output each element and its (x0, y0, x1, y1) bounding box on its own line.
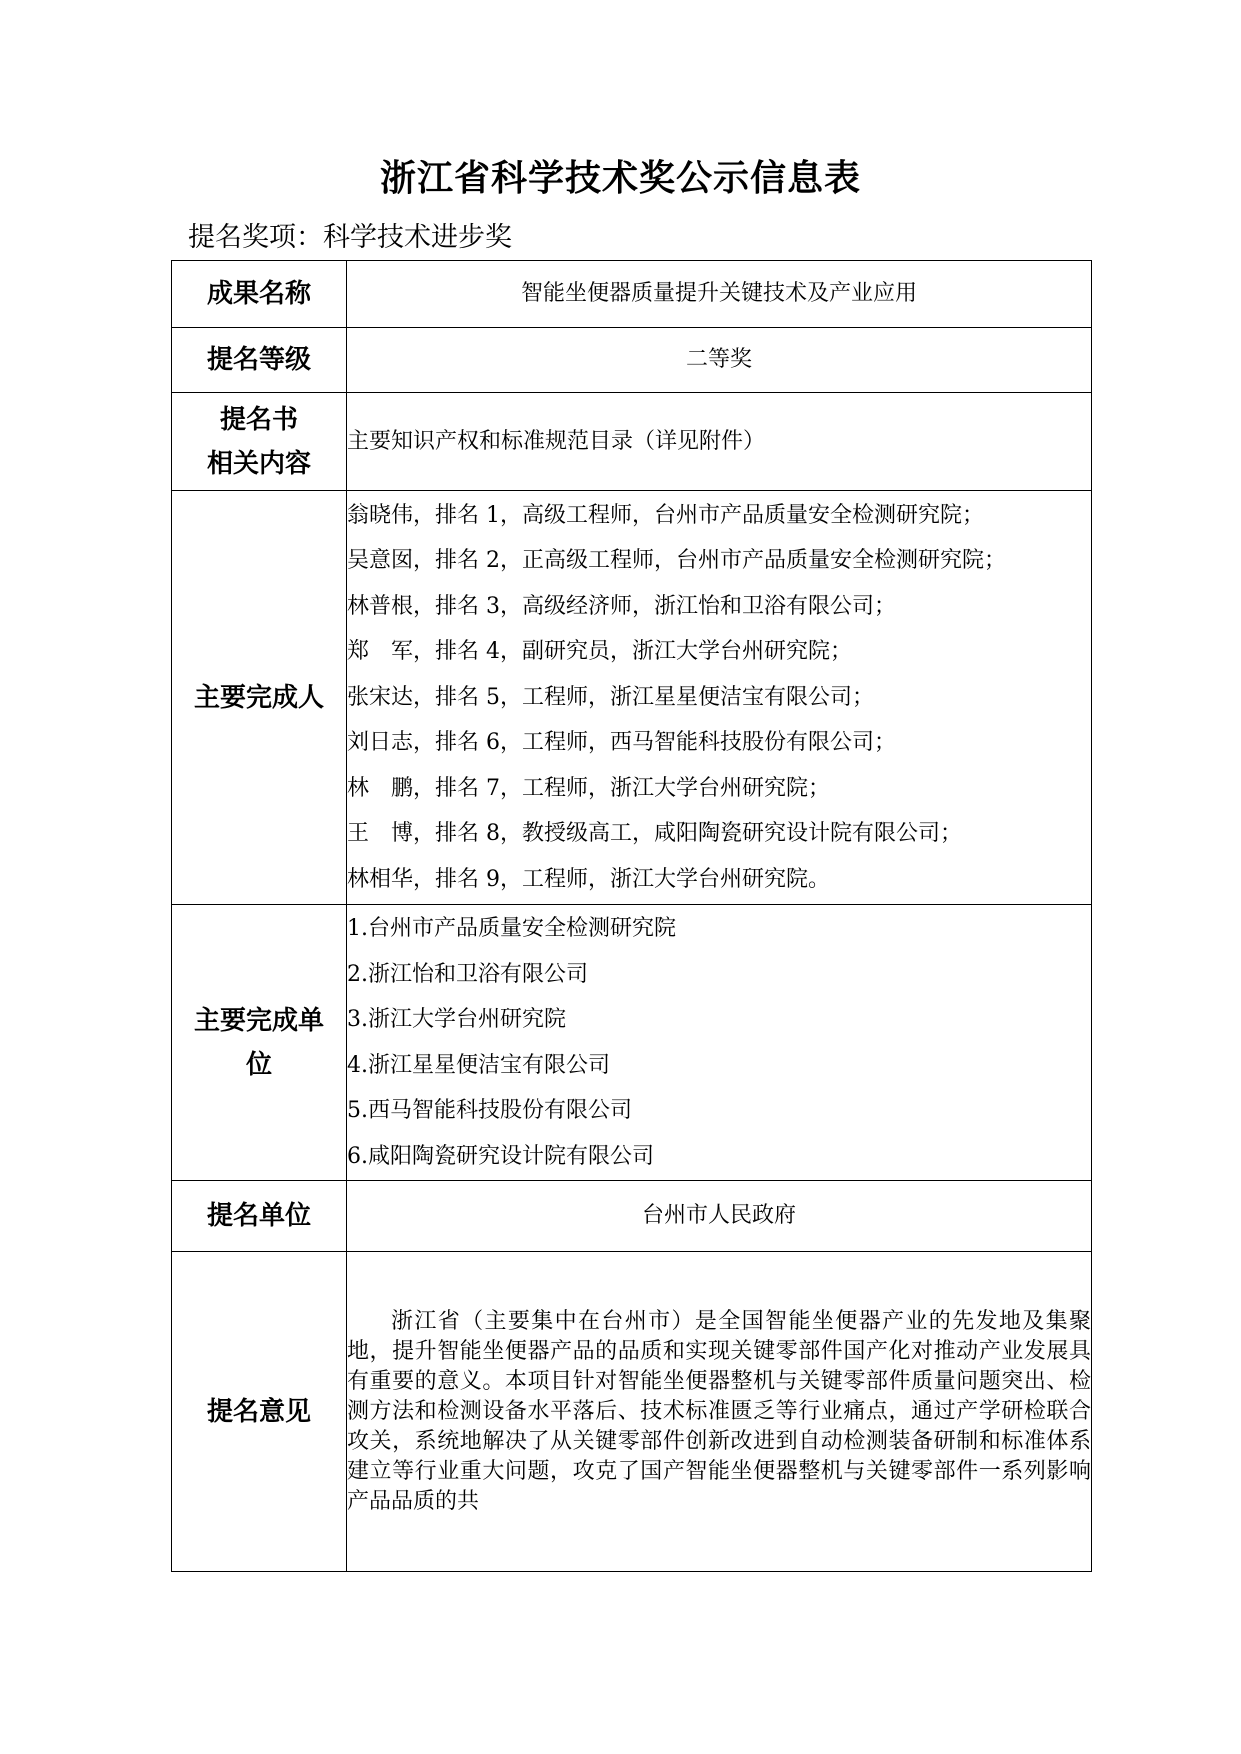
row-related (172, 393, 1092, 491)
info-table (171, 260, 1092, 1572)
achievement-label: 成果名称 (172, 261, 347, 328)
units-list (347, 905, 1092, 1181)
person-item: 翁晓伟，排名 1，高级工程师，台州市产品质量安全检测研究院； (347, 502, 984, 528)
opinion-text: 浙江省（主要集中在台州市）是全国智能坐便器产业的先发地及集聚地，提升智能坐便器产品的品质和实现关键零部件国产化对推动产业发展具有重要的意义。本项目针对智能坐便器整机与关键零部件质量问题突出、检测方法和检测设备水平落后、技术标准匮乏等行业痛点，通过产学研检联合攻关，系统地解决了从关键零部件创新改进到自动检测装备研制和标准体系建立等行业重大问题，攻克了国产智能坐便器整机与关键零部件一系列影响产品品质的共 (347, 1308, 1091, 1514)
persons-label: 主要完成人 (172, 491, 347, 905)
unit-item: 2.浙江怡和卫浴有限公司 (347, 961, 588, 987)
related-label-line1: 提名书 (219, 404, 298, 435)
units-label-line2: 位 (245, 1049, 272, 1080)
person-item: 王 博，排名 8，教授级高工，咸阳陶瓷研究设计院有限公司； (347, 821, 962, 847)
person-item: 刘日志，排名 6，工程师，西马智能科技股份有限公司； (347, 730, 896, 756)
award-type: 提名奖项：科学技术进步奖 (188, 222, 512, 253)
units-label (172, 905, 347, 1181)
related-label-line2: 相关内容 (206, 448, 311, 479)
person-item: 张宋达，排名 5，工程师，浙江星星便洁宝有限公司； (347, 684, 874, 710)
person-item: 吴意囡，排名 2，正高级工程师，台州市产品质量安全检测研究院； (347, 548, 1006, 574)
person-item: 林 鹏，排名 7，工程师，浙江大学台州研究院； (347, 775, 830, 801)
related-label (172, 393, 347, 491)
nominator-value: 台州市人民政府 (347, 1181, 1092, 1252)
unit-item: 3.浙江大学台州研究院 (347, 1007, 566, 1032)
grade-value: 二等奖 (347, 328, 1092, 393)
row-persons (172, 491, 1092, 905)
row-units (172, 905, 1092, 1181)
page-title: 浙江省科学技术奖公示信息表 (379, 158, 861, 199)
opinion-label: 提名意见 (172, 1252, 347, 1572)
persons-list (347, 491, 1092, 905)
row-grade (172, 328, 1092, 393)
opinion-text-cell (347, 1252, 1092, 1572)
nominator-label: 提名单位 (172, 1181, 347, 1252)
person-item: 林相华，排名 9，工程师，浙江大学台州研究院。 (347, 866, 830, 892)
grade-label: 提名等级 (172, 328, 347, 393)
person-item: 郑 军，排名 4，副研究员，浙江大学台州研究院； (347, 639, 852, 665)
row-opinion (172, 1252, 1092, 1572)
units-label-line1: 主要完成单 (193, 1005, 324, 1036)
unit-item: 4.浙江星星便洁宝有限公司 (347, 1052, 610, 1078)
row-achievement (172, 261, 1092, 328)
related-value: 主要知识产权和标准规范目录（详见附件） (347, 393, 1092, 491)
achievement-value: 智能坐便器质量提升关键技术及产业应用 (347, 261, 1092, 328)
unit-item: 1.台州市产品质量安全检测研究院 (347, 916, 676, 941)
person-item: 林普根，排名 3，高级经济师，浙江怡和卫浴有限公司； (347, 593, 896, 619)
row-nominator (172, 1181, 1092, 1252)
unit-item: 6.咸阳陶瓷研究设计院有限公司 (347, 1143, 654, 1169)
unit-item: 5.西马智能科技股份有限公司 (347, 1098, 632, 1123)
